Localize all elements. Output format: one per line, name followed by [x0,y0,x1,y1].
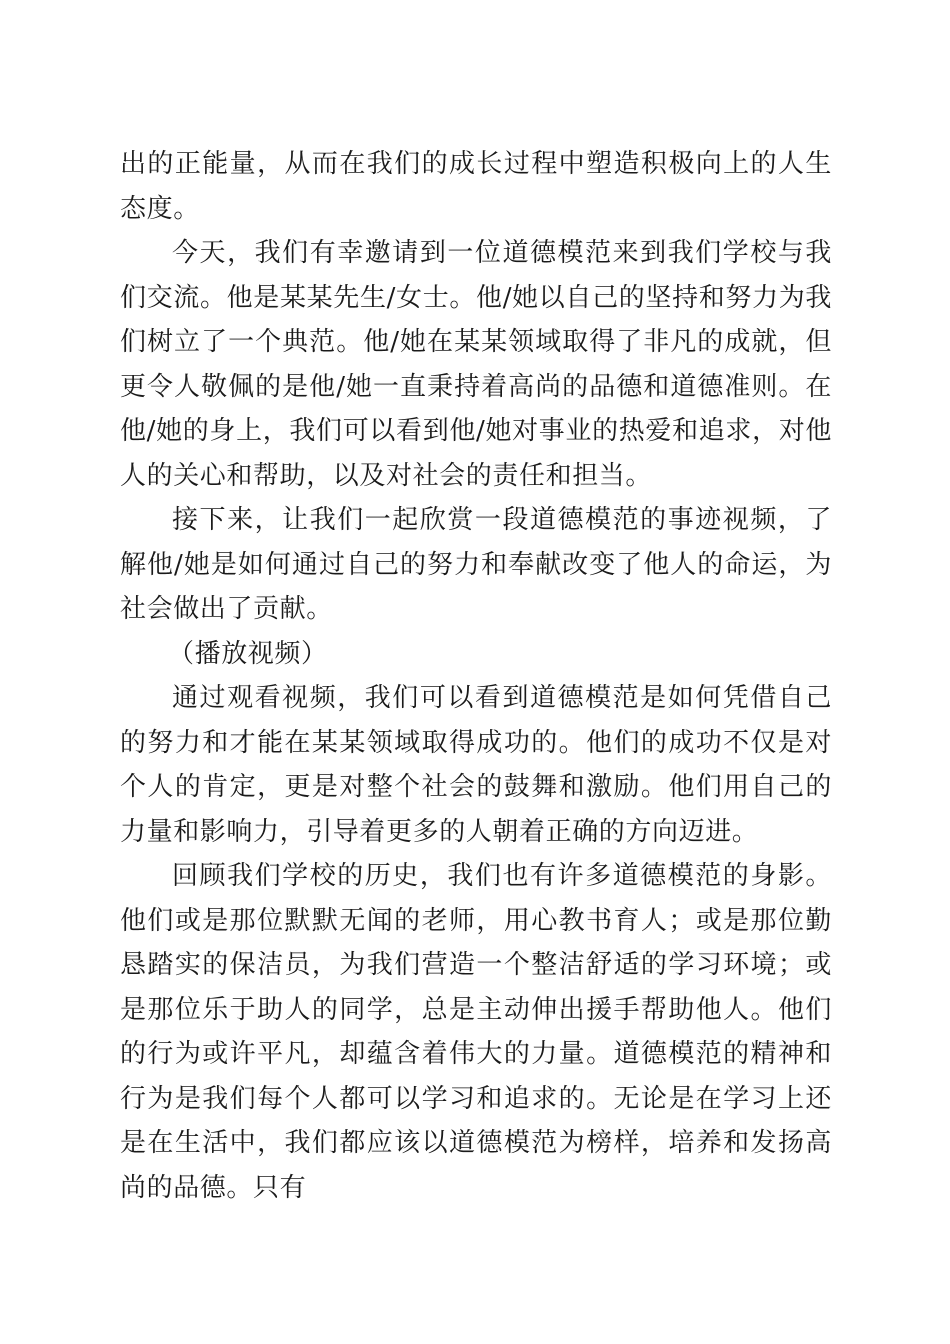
paragraph-after-video: 通过观看视频，我们可以看到道德模范是如何凭借自己的努力和才能在某某领域取得成功的。他们的成功不仅是对个人的肯定，更是对整个社会的鼓舞和激励。他们用自己的力量和影响力，引导着更多的人朝着正确的方向迈进。 [120,683,832,847]
paragraph-introduction: 今天，我们有幸邀请到一位道德模范来到我们学校与我们交流。他是某某先生/女士。他/她以自己的坚持和努力为我们树立了一个典范。他/她在某某领域取得了非凡的成就，但更令人敬佩的是他/她一直秉持着高尚的品德和道德准则。在他/她的身上，我们可以看到他/她对事业的热爱和追求，对他人的关心和帮助，以及对社会的责任和担当。 [120,238,832,491]
paragraph-video-intro: 接下来，让我们一起欣赏一段道德模范的事迹视频，了解他/她是如何通过自己的努力和奉献改变了他人的命运，为社会做出了贡献。 [120,505,832,624]
paragraph-continuation: 出的正能量，从而在我们的成长过程中塑造积极向上的人生态度。 [120,149,832,224]
paragraph-play-video: （播放视频） [168,638,328,669]
document-body [120,142,832,1210]
paragraph-school-history: 回顾我们学校的历史，我们也有许多道德模范的身影。他们或是那位默默无闻的老师，用心教书育人；或是那位勤恳踏实的保洁员，为我们营造一个整洁舒适的学习环境；或是那位乐于助人的同学，总是主动伸出援手帮助他人。他们的行为或许平凡，却蕴含着伟大的力量。道德模范的精神和行为是我们每个人都可以学习和追求的。无论是在学习上还是在生活中，我们都应该以道德模范为榜样，培养和发扬高尚的品德。只有 [120,861,832,1203]
